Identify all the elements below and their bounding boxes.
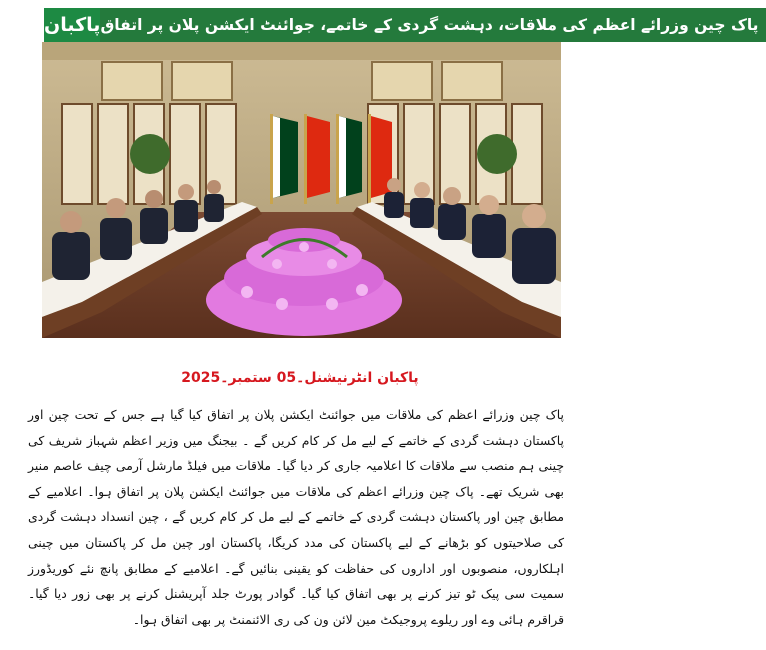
ceiling bbox=[42, 42, 561, 60]
header-bar bbox=[42, 8, 759, 42]
plant-right bbox=[477, 134, 517, 174]
brand-label: پاکبان bbox=[42, 8, 100, 42]
plant-left bbox=[130, 134, 170, 174]
headline: پاک چین وزرائے اعظم کی ملاقات، دہشت گردی کے خاتمے، جوائنٹ ایکشن پلان پر اتفاق bbox=[100, 8, 766, 42]
dateline: پاکبان انٹرنیشنل۔05 ستمبر۔2025 bbox=[181, 370, 419, 386]
meeting-photo-illustration bbox=[42, 42, 561, 338]
article-body: پاک چین وزرائے اعظم کی ملاقات میں جوائنٹ ایکشن پلان پر اتفاق کیا گیا ہے جس کے تحت چین اور پاکستان دہشت گردی کے خاتمے کے لیے مل کر کام کریں گے ۔ بیجنگ میں وزیر اعظم شہباز شریف کی چینی ہم منصب سے ملاقات کا اعلامیہ جاری کر دیا گیا۔ ملاقات میں فیلڈ مارشل آرمی چیف عاصم منیر بھی شریک تھے۔ پاک چین وزرائے اعظم کی ملاقات میں جوائنٹ ایکشن پلان پر اتفاق ہوا۔ اعلامیے کے مطابق چین اور پاکستان دہشت گردی کے خاتمے کے لیے مل کر کام کریں گے ، چین انسداد دہشت گردی کی صلاحیتوں کو بڑھانے کے لیے پاکستان کی مدد کریگا، پاکستان اور چین مل کر پاکستان میں چینی اہلکاروں، منصوبوں اور اداروں کی حفاظت کو یقینی بنائیں گے۔ اعلامیے کے مطابق پانچ نئے کوریڈورز سمیت سی پیک ٹو تیز کرنے پر بھی اتفاق کیا گیا۔ گوادر پورٹ جلد آپریشنل کرنے پر بھی زور دیا گیا۔ قراقرم ہائی وے اور ریلوے پروجیکٹ مین لائن ون کی ری الائنمنٹ پر بھی اتفاق ہوا۔ bbox=[28, 407, 564, 627]
news-photo bbox=[42, 42, 561, 338]
